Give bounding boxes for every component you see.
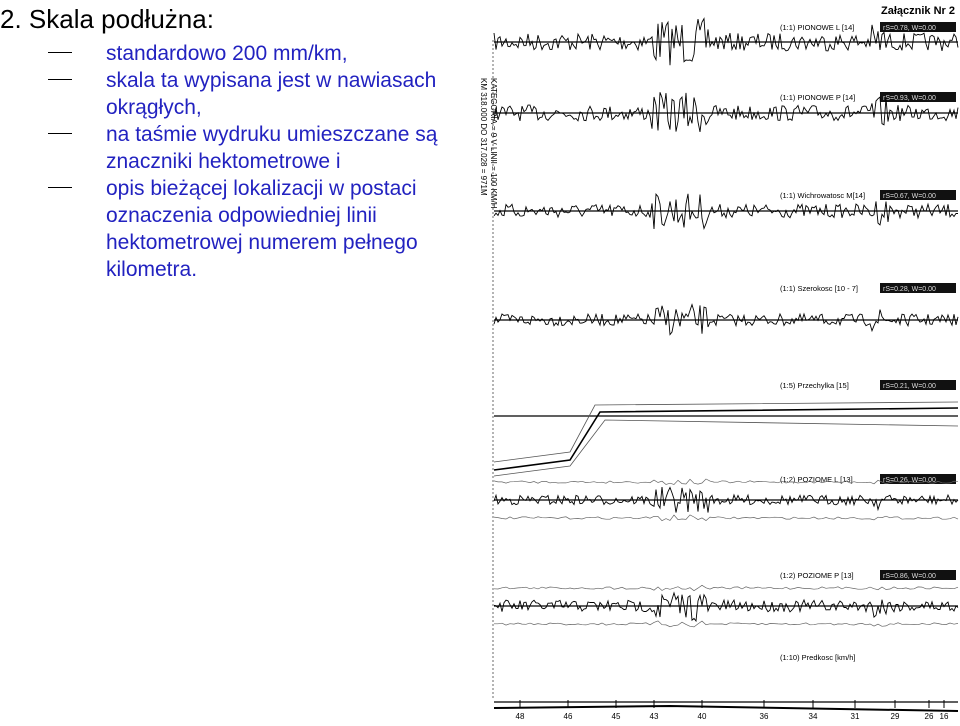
cant-signal-lower <box>494 420 958 476</box>
bullet-text: standardowo 200 mm/km, <box>106 42 348 65</box>
channel-label: (1:10) Predkosc [km/h] <box>780 653 856 662</box>
bullet-text: skala ta wypisana jest w nawiasach okrągłych, <box>106 69 437 119</box>
channel-stats: rS=0.26, W=0.00 <box>883 477 936 484</box>
bullet-item <box>40 67 480 121</box>
channel-stats: rS=0.86, W=0.00 <box>883 573 936 580</box>
channel-label: (1:2) POZIOME P [13] <box>780 571 854 580</box>
km-tick-label: 40 <box>697 712 707 721</box>
recording-chart <box>470 0 960 721</box>
recording-header-line: KATEGORIA = 9 V LINII = 100 KM/H <box>489 78 498 209</box>
bullet-dash <box>48 187 72 188</box>
speed-signal <box>494 706 958 711</box>
channel-stats: rS=0.21, W=0.00 <box>883 383 936 390</box>
channel-label: (1:5) Przechylka [15] <box>780 381 849 390</box>
channel-label: (1:1) PIONOWE P [14] <box>780 93 856 102</box>
km-tick-label: 29 <box>890 712 900 721</box>
channel-stats: rS=0.28, W=0.00 <box>883 286 936 293</box>
km-tick-label: 36 <box>759 712 769 721</box>
bullet-item <box>40 175 480 283</box>
channel-label: (1:1) PIONOWE L [14] <box>780 23 855 32</box>
slide-title: 2. Skala podłużna: <box>0 4 214 34</box>
bullet-dash <box>48 133 72 134</box>
channel-limit-lower <box>494 621 958 627</box>
bullet-item <box>40 40 480 67</box>
channel-label: (1:2) POZIOME L [13] <box>780 475 853 484</box>
bullet-text: na taśmie wydruku umieszczane są znaczniki hektometrowe i <box>106 123 438 173</box>
annex-label: Załącznik Nr 2 <box>881 5 955 17</box>
channel-signal <box>494 593 958 621</box>
channel-stats: rS=0.67, W=0.00 <box>883 193 936 200</box>
km-tick-label: 43 <box>649 712 659 721</box>
bullet-dash <box>48 79 72 80</box>
channel-stats: rS=0.93, W=0.00 <box>883 95 936 102</box>
channel-label: (1:1) Szerokosc [10 - 7] <box>780 284 858 293</box>
bullet-item <box>40 121 480 175</box>
km-tick-label: 48 <box>515 712 525 721</box>
km-tick-label: 31 <box>850 712 860 721</box>
bullet-dash <box>48 52 72 53</box>
channel-limit-lower <box>494 515 958 521</box>
km-tick-label: 16 <box>939 712 949 721</box>
recording-header-line: KM 318.000 DO 317.028 = 971M <box>479 78 488 196</box>
bullet-text: opis bieżącej lokalizacji w postaci oznaczenia odpowiedniej linii hektometrowej numerem pełnego kilometra. <box>106 177 418 281</box>
km-tick-label: 34 <box>808 712 818 721</box>
channel-limit-upper <box>494 585 958 590</box>
channel-label: (1:1) Wichrowatosc M[14] <box>780 191 866 200</box>
cant-signal <box>494 408 958 470</box>
track-recording-figure <box>470 0 960 721</box>
km-tick-label: 46 <box>563 712 573 721</box>
km-tick-label: 26 <box>924 712 934 721</box>
channel-stats: rS=0.78, W=0.00 <box>883 25 936 32</box>
bullet-list <box>40 40 480 283</box>
km-tick-label: 45 <box>611 712 621 721</box>
